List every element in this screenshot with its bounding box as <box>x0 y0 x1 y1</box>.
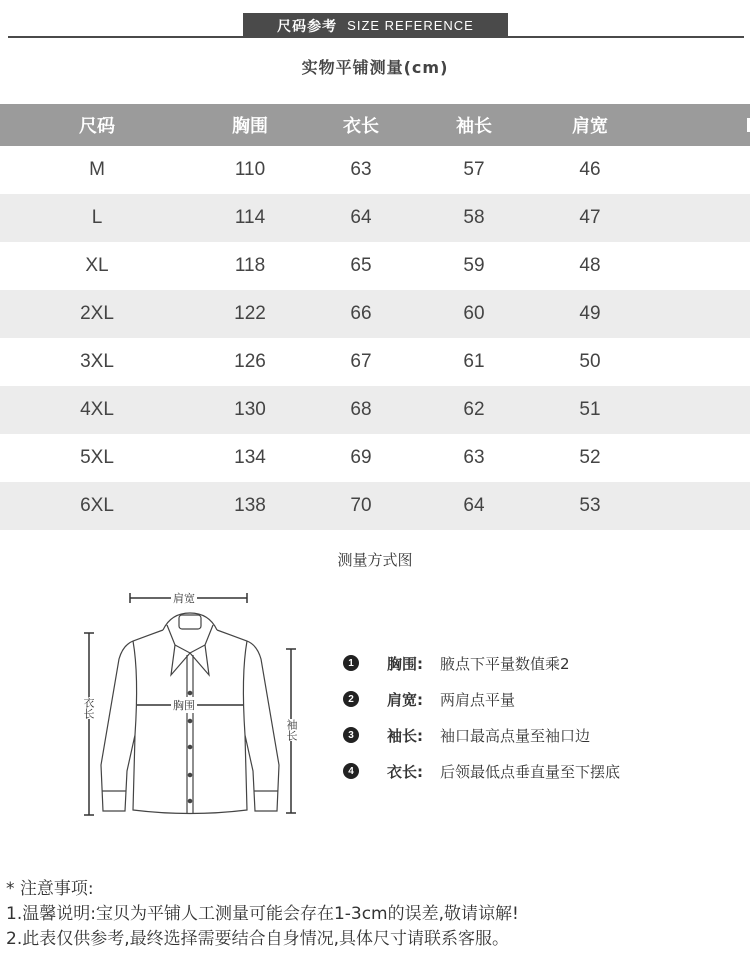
diagram-label-chest: 胸围 <box>173 699 195 712</box>
table-cell: 60 <box>463 303 485 324</box>
table-cell: 138 <box>234 495 266 516</box>
table-cell: M <box>89 159 105 180</box>
legend-desc: 腋点下平量数值乘2 <box>440 654 570 673</box>
table-cell: 5XL <box>80 447 114 468</box>
table-cell: 3XL <box>80 351 114 372</box>
number-badge: 3 <box>343 727 359 743</box>
column-header-chest: 胸围 <box>232 116 268 136</box>
table-row <box>0 338 750 386</box>
diagram-label-sleeve: 袖长 <box>285 719 298 741</box>
table-cell: 48 <box>579 255 601 276</box>
measurement-legend <box>343 645 620 789</box>
note-item: 1.温馨说明:宝贝为平铺人工测量可能会存在1-3cm的误差,敬请谅解! <box>6 904 519 924</box>
table-cell: 63 <box>350 159 372 180</box>
number-badge: 4 <box>343 763 359 779</box>
table-row <box>0 386 750 434</box>
notes-section <box>6 877 519 952</box>
table-cell: 70 <box>350 495 372 516</box>
number-badge: 2 <box>343 691 359 707</box>
banner-title-en: SIZE REFERENCE <box>347 18 474 33</box>
header-banner <box>243 13 508 38</box>
legend-desc: 袖口最高点量至袖口边 <box>440 726 591 745</box>
table-cell: 65 <box>350 255 372 276</box>
table-cell: L <box>91 207 103 228</box>
table-cell: 63 <box>463 447 485 468</box>
table-subtitle: 实物平铺测量(cm) <box>301 58 449 77</box>
table-cell: 110 <box>234 159 266 180</box>
table-cell: 66 <box>350 303 372 324</box>
column-header-sleeve: 袖长 <box>456 116 492 136</box>
table-cell: 51 <box>579 399 601 420</box>
legend-term: 袖长: <box>387 726 423 745</box>
table-cell: 4XL <box>80 399 114 420</box>
table-cell: 64 <box>463 495 485 516</box>
table-row <box>0 482 750 530</box>
table-cell: 61 <box>463 351 485 372</box>
table-cell: 62 <box>463 399 485 420</box>
measurement-method-title: 测量方式图 <box>337 551 413 569</box>
legend-item-chest <box>343 645 620 681</box>
column-header-length: 衣长 <box>343 116 379 136</box>
table-cell: 67 <box>350 351 372 372</box>
table-cell: 68 <box>350 399 372 420</box>
diagram-label-shoulder: 肩宽 <box>173 592 195 605</box>
table-cell: 47 <box>579 207 601 228</box>
table-row <box>0 242 750 290</box>
column-header-size: 尺码 <box>79 116 115 136</box>
number-badge: 1 <box>343 655 359 671</box>
table-cell: 126 <box>234 351 266 372</box>
table-cell: 118 <box>234 255 266 276</box>
legend-item-shoulder <box>343 681 620 717</box>
notes-heading: * 注意事项: <box>6 879 94 899</box>
table-cell: 53 <box>579 495 601 516</box>
table-cell: 6XL <box>80 495 114 516</box>
legend-desc: 两肩点平量 <box>440 690 516 709</box>
table-cell: 50 <box>579 351 601 372</box>
table-cell: XL <box>85 255 109 276</box>
table-cell: 122 <box>234 303 266 324</box>
legend-item-length <box>343 753 620 789</box>
table-row <box>0 194 750 242</box>
table-cell: 49 <box>579 303 601 324</box>
table-cell: 114 <box>234 207 266 228</box>
table-row <box>0 146 750 194</box>
shirt-measurement-diagram <box>75 585 310 820</box>
table-cell: 59 <box>463 255 485 276</box>
table-row <box>0 290 750 338</box>
table-cell: 57 <box>463 159 485 180</box>
column-header-shoulder: 肩宽 <box>572 116 608 136</box>
table-cell: 2XL <box>80 303 114 324</box>
banner-title-zh: 尺码参考 <box>277 18 338 35</box>
diagram-label-length: 衣长 <box>82 697 95 719</box>
table-row <box>0 434 750 482</box>
legend-term: 衣长: <box>387 762 423 781</box>
legend-item-sleeve <box>343 717 620 753</box>
table-cell: 69 <box>350 447 372 468</box>
table-cell: 134 <box>234 447 266 468</box>
note-item: 2.此表仅供参考,最终选择需要结合自身情况,具体尺寸请联系客服。 <box>6 929 510 949</box>
table-cell: 64 <box>350 207 372 228</box>
size-table <box>0 104 750 530</box>
table-header-row <box>0 104 750 146</box>
table-cell: 46 <box>579 159 601 180</box>
legend-term: 肩宽: <box>387 690 423 709</box>
table-cell: 130 <box>234 399 266 420</box>
legend-term: 胸围: <box>387 654 423 673</box>
legend-desc: 后领最低点垂直量至下摆底 <box>440 762 621 781</box>
table-cell: 58 <box>463 207 485 228</box>
table-cell: 52 <box>579 447 601 468</box>
